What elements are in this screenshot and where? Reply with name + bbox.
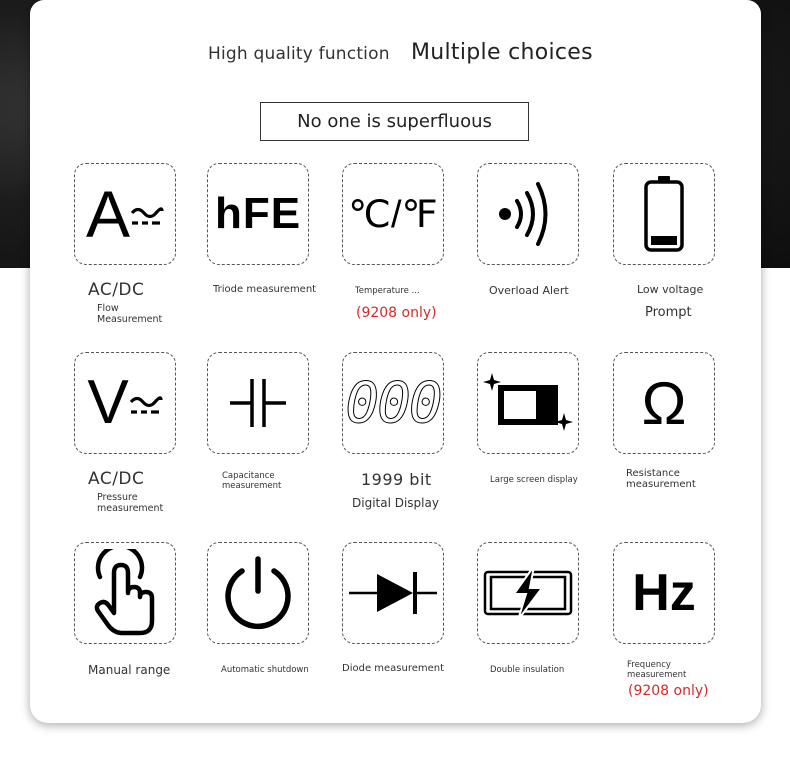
feature-1-title: AC/DC <box>88 280 145 300</box>
tile-temperature <box>342 163 444 265</box>
tile-auto-shutdown <box>207 542 309 644</box>
feature-3-title: Temperature ... <box>355 286 420 296</box>
hz-icon: Hz <box>632 564 696 622</box>
tile-capacitance <box>207 352 309 454</box>
ohm-icon: Ω <box>641 369 687 437</box>
feature-8-title: 1999 bit <box>361 470 432 489</box>
feature-7-title: Capacitance measurement <box>222 471 282 491</box>
tile-manual-range <box>74 542 176 644</box>
tile-hfe <box>207 163 309 265</box>
feature-14-title: Double insulation <box>490 665 565 675</box>
diode-icon <box>347 568 439 618</box>
tile-low-voltage <box>613 163 715 265</box>
feature-5-title: Low voltage <box>637 283 704 296</box>
large-screen-icon <box>482 371 574 435</box>
feature-15-note: (9208 only) <box>628 683 709 699</box>
feature-13-title: Diode measurement <box>342 663 445 674</box>
manual-range-icon <box>90 549 160 637</box>
tile-digital-display <box>342 352 444 454</box>
double-insulation-icon <box>482 564 574 622</box>
feature-9-title: Large screen display <box>490 475 578 485</box>
header-left-text: High quality function <box>208 44 390 64</box>
feature-1-subtitle: Flow Measurement <box>97 303 163 325</box>
power-icon <box>220 555 296 631</box>
hfe-icon: hFE <box>214 189 302 238</box>
feature-2-title: Triode measurement <box>213 284 317 295</box>
tagline-text: No one is superfluous <box>297 111 492 132</box>
header-right-text: Multiple choices <box>411 40 593 65</box>
feature-11-title: Manual range <box>88 663 171 677</box>
tile-double-insulation <box>477 542 579 644</box>
feature-8-subtitle: Digital Display <box>352 496 439 510</box>
tile-frequency <box>613 542 715 644</box>
feature-3-note: (9208 only) <box>356 305 437 321</box>
temperature-icon: ℃/℉ <box>348 193 438 236</box>
ac-dc-voltage-icon: V <box>87 372 162 434</box>
tile-ac-dc-voltage <box>74 352 176 454</box>
digital-display-icon: 000 <box>345 370 441 436</box>
feature-15-title: Frequency measurement <box>627 660 687 680</box>
tile-large-screen <box>477 352 579 454</box>
feature-6-title: AC/DC <box>88 469 145 489</box>
tile-overload <box>477 163 579 265</box>
tile-ac-dc-current <box>74 163 176 265</box>
tile-resistance <box>613 352 715 454</box>
capacitor-icon <box>228 375 288 431</box>
feature-4-title: Overload Alert <box>489 284 569 297</box>
tile-diode <box>342 542 444 644</box>
feature-5-subtitle: Prompt <box>645 305 692 320</box>
ac-dc-current-icon: A <box>86 181 164 247</box>
feature-12-title: Automatic shutdown <box>221 665 309 675</box>
feature-6-subtitle: Pressure measurement <box>97 492 164 514</box>
overload-alert-icon <box>493 179 563 249</box>
feature-10-title: Resistance measurement <box>626 468 696 490</box>
tagline-box <box>260 102 529 141</box>
low-battery-icon <box>642 174 686 254</box>
